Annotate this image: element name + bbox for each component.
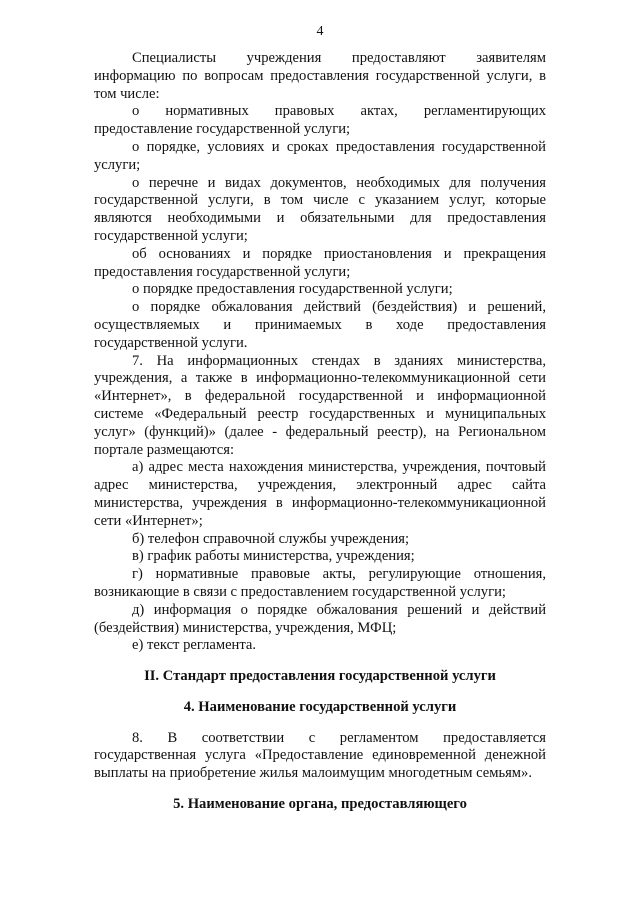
page-number: 4 <box>316 24 324 39</box>
paragraph: 8. В соответствии с регламентом предоставляется государственная услуга «Предоставление единовременной денежной выплаты на приобретение жилья малоимущим многодетным семьям». <box>94 729 546 782</box>
paragraph: 7. На информационных стендах в зданиях министерства, учреждения, а также в информационно-телекоммуникационной сети «Интернет», в федеральной государственной и информационной системе «Федеральный реестр государственных и муниципальных услуг» (функций)» (далее - федеральный реестр), на Региональном портале размещаются: <box>94 352 546 458</box>
paragraph: д) информация о порядке обжалования решений и действий (бездействия) министерства, учреждения, МФЦ; <box>94 601 546 636</box>
paragraph: Специалисты учреждения предоставляют заявителям информацию по вопросам предоставления государственной услуги, в том числе: <box>94 50 546 102</box>
section-heading: II. Стандарт предоставления государственной услуги <box>144 668 496 685</box>
paragraph: о порядке обжалования действий (бездействия) и решений, осуществляемых и принимаемых в ходе предоставления государственной услуги. <box>94 299 546 351</box>
subsection-heading: 5. Наименование органа, предоставляющего <box>173 796 467 813</box>
paragraph: б) телефон справочной службы учреждения; <box>132 530 410 547</box>
paragraph: о порядке предоставления государственной услуги; <box>132 281 453 298</box>
paragraph: об основаниях и порядке приостановления и прекращения предоставления государственной услуги; <box>94 245 546 280</box>
paragraph: е) текст регламента. <box>132 637 257 654</box>
paragraph: а) адрес места нахождения министерства, учреждения, почтовый адрес министерства, учреждения, электронный адрес сайта министерства, учреждения в информационно-телекоммуникационной сети «Интернет»; <box>94 459 546 529</box>
paragraph: о нормативных правовых актах, регламентирующих предоставление государственной услуги; <box>94 103 546 138</box>
paragraph: о порядке, условиях и сроках предоставления государственной услуги; <box>94 138 546 173</box>
subsection-heading: 4. Наименование государственной услуги <box>183 698 457 715</box>
document-body <box>94 50 546 814</box>
paragraph: г) нормативные правовые акты, регулирующие отношения, возникающие в связи с предоставлением государственной услуги; <box>94 566 546 600</box>
paragraph: в) график работы министерства, учреждения; <box>132 548 415 565</box>
paragraph: о перечне и видах документов, необходимых для получения государственной услуги, в том числе с указанием услуг, которые являются необходимыми и обязательными для предоставления государственной услуги; <box>94 174 546 244</box>
